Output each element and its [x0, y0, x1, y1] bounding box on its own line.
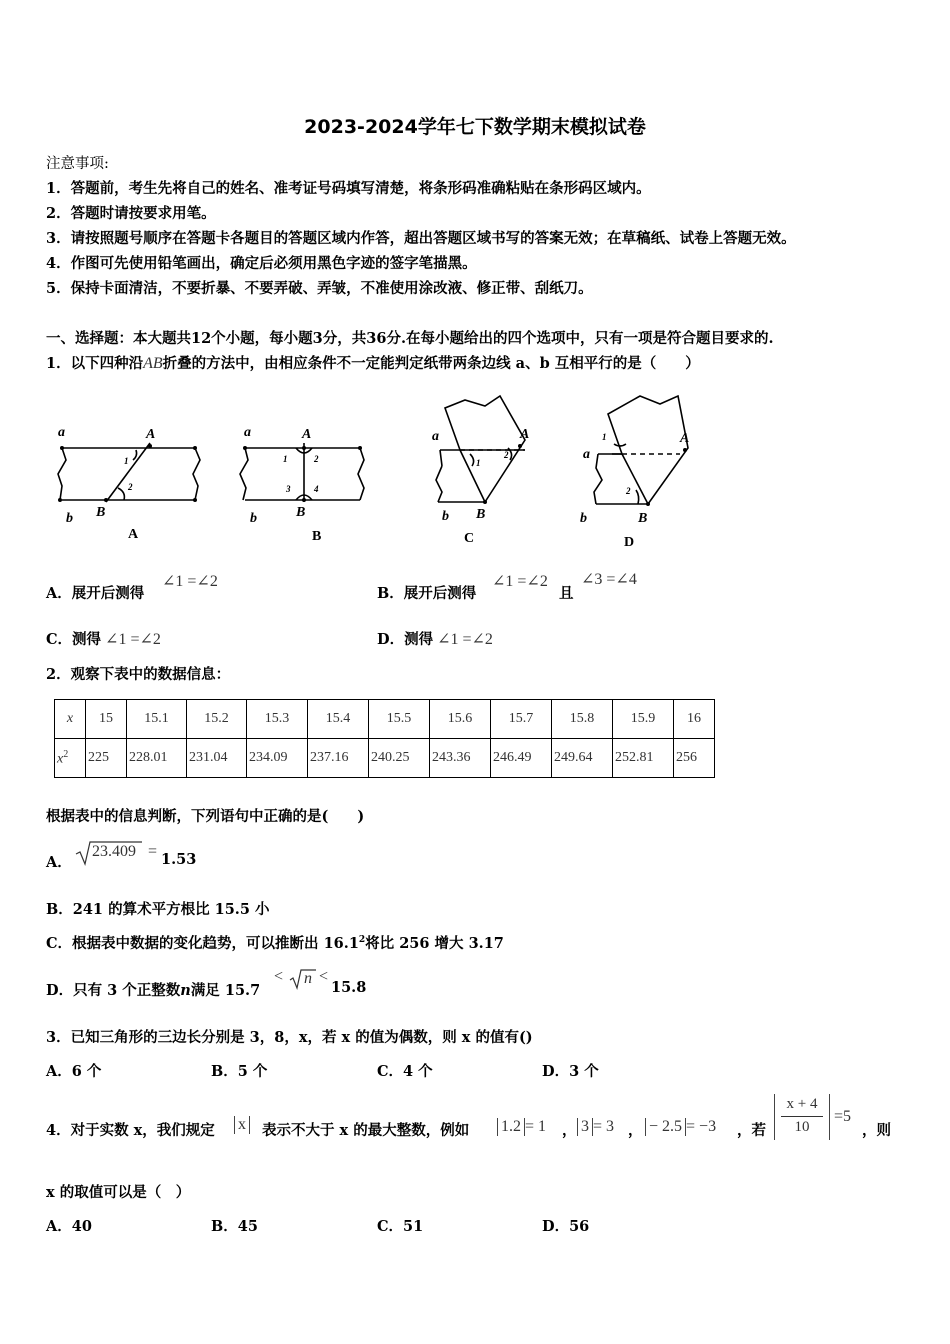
table-cell: 15.4	[308, 700, 369, 739]
q4-stem-a: 4．对于实数 x，我们规定	[46, 1122, 215, 1139]
notice-item-4: 4．作图可先使用铅笔画出，确定后必须用黑色字迹的签字笔描黑。	[46, 255, 477, 272]
fig-b-angle-3: 3	[286, 484, 291, 494]
table-cell: 15.8	[552, 700, 613, 739]
q2-stem: 2．观察下表中的数据信息：	[46, 666, 231, 683]
fig-b-label-b: b	[250, 511, 257, 526]
fig-b-caption: B	[312, 529, 322, 544]
q4-sep-3: ，若	[737, 1122, 766, 1139]
table-row	[55, 739, 715, 778]
table-cell: 16	[674, 700, 715, 739]
table-cell: 237.16	[308, 739, 369, 778]
fig-c-caption: C	[464, 531, 475, 546]
fig-d-label-b: b	[580, 511, 587, 526]
q2-option-d-end: 15.8	[331, 979, 367, 996]
fig-d-label-B: B	[638, 511, 648, 526]
table-cell: 246.49	[491, 739, 552, 778]
fig-b-angle-2: 2	[314, 454, 319, 464]
q4-frac-numerator: x + 4	[786, 1096, 818, 1112]
q4-stem-d: x 的取值可以是（ ）	[46, 1184, 191, 1201]
table-row	[55, 700, 715, 739]
fig-a-angle-1: 1	[124, 456, 129, 466]
q1-option-b: B．展开后测得	[377, 585, 477, 602]
q2-option-d-lt1: <	[274, 968, 284, 985]
q4-sep-2: ，	[628, 1122, 643, 1139]
table-cell: 15.5	[369, 700, 430, 739]
q4-example-1: 1.2 = 1	[497, 1118, 546, 1136]
fig-d-label-a: a	[583, 447, 590, 462]
q4-option-b: B．45	[211, 1218, 258, 1235]
fig-c-label-B: B	[476, 507, 486, 522]
table-cell: 256	[674, 739, 715, 778]
fig-b-angle-1: 1	[283, 454, 288, 464]
q2-option-b: B．241 的算术平方根比 15.5 小	[46, 901, 270, 918]
q1-folding-figures	[40, 388, 720, 553]
fig-c-label-A: A	[520, 427, 530, 442]
q3-option-c: C．4 个	[377, 1063, 433, 1080]
fig-d-angle-1: 1	[602, 432, 607, 442]
fig-a-angle-2: 2	[128, 482, 133, 492]
section-heading: 一、选择题：本大题共12个小题，每小题3分，共36分.在每小题给出的四个选项中，只有一项是符合题目要求的.	[46, 330, 774, 347]
notice-item-1: 1．答题前，考生先将自己的姓名、准考证号码填写清楚，将条形码准确粘贴在条形码区域内。	[46, 180, 651, 197]
fig-d-label-A: A	[680, 431, 690, 446]
table-cell: 15.3	[247, 700, 308, 739]
q3-stem: 3．已知三角形的三边长分别是 3，8，x，若 x 的值为偶数，则 x 的值有()	[46, 1029, 533, 1046]
table-cell: 225	[86, 739, 127, 778]
fig-b-label-A: A	[302, 427, 312, 442]
fig-a-label-a: a	[58, 425, 65, 440]
fig-c-label-a: a	[432, 429, 439, 444]
fig-d-caption: D	[624, 535, 635, 550]
q4-example-3: − 2.5 = −3	[645, 1118, 716, 1136]
fig-b-label-B: B	[296, 505, 306, 520]
fig-a-label-B: B	[96, 505, 106, 520]
q4-stem-c: ，则	[862, 1122, 891, 1139]
q2-option-d-lt2: <	[319, 968, 329, 985]
q3-option-d: D．3 个	[542, 1063, 599, 1080]
q2-question: 根据表中的信息判断，下列语句中正确的是( )	[46, 808, 365, 825]
notice-item-3: 3．请按照题号顺序在答题卡各题目的答题区域内作答，超出答题区域书写的答案无效；在草稿纸、试卷上答题无效。	[46, 230, 796, 247]
q2-option-a-value: 1.53	[161, 851, 197, 868]
table-cell: $x^2$	[55, 739, 86, 778]
q2-option-c: C．根据表中数据的变化趋势，可以推断出 16.1$^2$将比 256 增大 3.17	[46, 935, 504, 952]
notice-heading: 注意事项:	[46, 156, 109, 172]
q4-example-2: 3 = 3	[577, 1118, 614, 1136]
table-cell: 15.2	[187, 700, 247, 739]
fig-c-label-b: b	[442, 509, 449, 524]
table-cell: 15.9	[613, 700, 674, 739]
q4-option-d: D．56	[542, 1218, 590, 1235]
q4-equals-value: =5	[834, 1108, 852, 1125]
q1-option-b-and: 且	[559, 585, 574, 602]
q1-stem: 1．以下四种沿AB折叠的方法中，由相应条件不一定能判定纸带两条边线 a、b 互相平行的是（ ）	[46, 355, 700, 372]
page-title: 2023-2024学年七下数学期末模拟试卷	[304, 116, 646, 138]
q4-frac-denominator: 10	[794, 1119, 810, 1135]
notice-item-2: 2．答题时请按要求用笔。	[46, 205, 216, 222]
table-cell: 252.81	[613, 739, 674, 778]
q1-option-c: C．测得 ∠1 =∠2	[46, 631, 161, 648]
q2-option-a-radicand: 23.409	[92, 843, 136, 860]
fig-a-caption: A	[128, 527, 139, 542]
table-cell: 15.1	[127, 700, 187, 739]
q4-stem-b: 表示不大于 x 的最大整数，例如	[262, 1122, 470, 1139]
fig-a-label-A: A	[146, 427, 156, 442]
table-cell: 15	[86, 700, 127, 739]
table-cell: 228.01	[127, 739, 187, 778]
q2-option-d: D．只有 3 个正整数n满足 15.7	[46, 982, 261, 999]
table-cell: 15.6	[430, 700, 491, 739]
q4-frac-bar	[781, 1116, 823, 1117]
q4-option-c: C．51	[377, 1218, 424, 1235]
table-cell: 240.25	[369, 739, 430, 778]
fig-b-angle-4: 4	[314, 484, 319, 494]
table-cell: 231.04	[187, 739, 247, 778]
q1-option-a: A．展开后测得	[46, 585, 145, 602]
q2-option-a-equals: =	[148, 843, 158, 860]
sqrt-symbol-icon	[288, 968, 318, 992]
q1-option-d: D．测得 ∠1 =∠2	[377, 631, 493, 648]
table-cell: 249.64	[552, 739, 613, 778]
fig-d-angle-2: 2	[626, 486, 631, 496]
fig-c-angle-2: 2	[504, 450, 509, 460]
q4-sep-1: ，	[562, 1122, 577, 1139]
q1-option-a-math: ∠1 =∠2	[162, 573, 218, 590]
q1-option-b-math2: ∠3 =∠4	[581, 571, 637, 588]
q2-option-a: A．	[46, 854, 72, 871]
q3-option-a: A．6 个	[46, 1063, 102, 1080]
table-cell: x	[55, 700, 86, 739]
table-cell: 243.36	[430, 739, 491, 778]
table-cell: 15.7	[491, 700, 552, 739]
table-cell: 234.09	[247, 739, 308, 778]
q3-option-b: B．5 个	[211, 1063, 268, 1080]
q4-floor-fraction	[774, 1094, 830, 1140]
q2-data-table	[54, 699, 715, 778]
notice-item-5: 5．保持卡面清洁，不要折暴、不要弄破、弄皱，不准使用涂改液、修正带、刮纸刀。	[46, 280, 593, 297]
fig-c-angle-1: 1	[476, 458, 481, 468]
q1-option-b-math1: ∠1 =∠2	[492, 573, 548, 590]
q4-bracket-x: x	[234, 1116, 250, 1134]
q4-option-a: A．40	[46, 1218, 92, 1235]
q2-option-d-radicand: n	[304, 970, 312, 987]
fig-b-label-a: a	[244, 425, 251, 440]
fig-a-label-b: b	[66, 511, 73, 526]
